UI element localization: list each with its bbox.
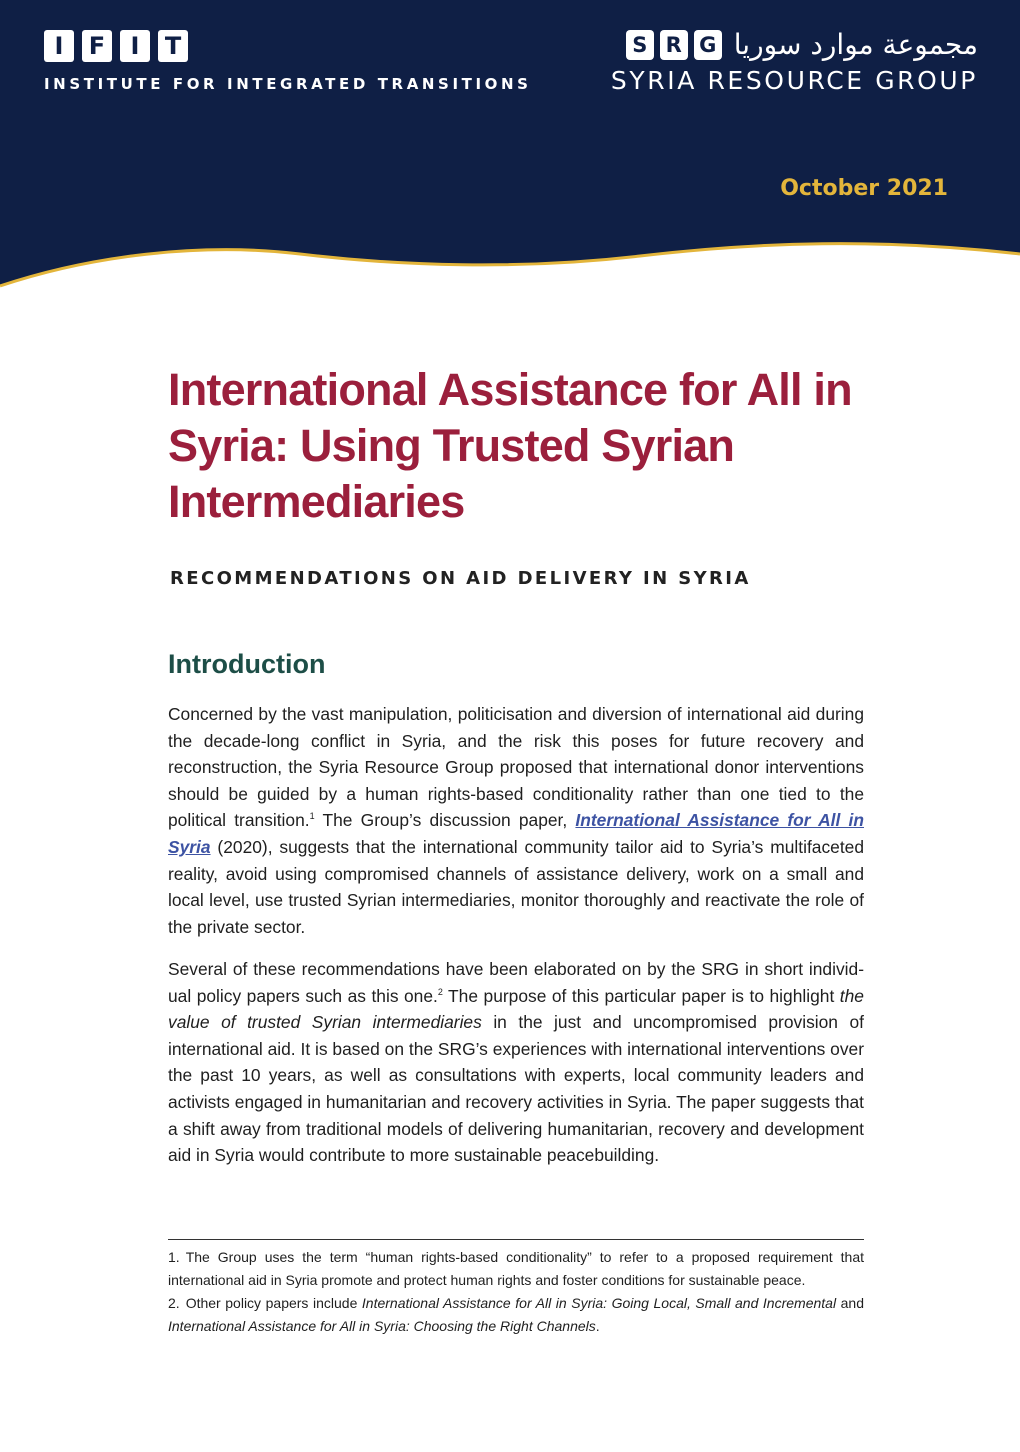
- document-subtitle: RECOMMENDATIONS ON AID DELIVERY IN SYRIA: [170, 568, 751, 589]
- p2-text-c: in the just and uncompromised provision of international aid. It is based on the SRG’s experiences with international interventions over the past 10 years, as well as consultations with experts, local community leaders and activists engaged in humanitarian and recovery activities in Syria. The paper suggests that a shift away from traditional models of delivering humanitarian, recovery and development aid in Syria would contribute to more sustainable peacebuilding.: [168, 1012, 864, 1166]
- srg-letter: G: [694, 30, 722, 60]
- p1-text-b: The Group’s discussion paper,: [314, 810, 576, 831]
- ifit-letter: I: [44, 30, 74, 62]
- footnote-1: [168, 1246, 864, 1292]
- intro-paragraph-1: [168, 701, 864, 940]
- footnote-2: [168, 1292, 864, 1338]
- footnote-2-number: 2.: [168, 1295, 180, 1311]
- srg-letter: R: [660, 30, 688, 60]
- footnote-2-title-1: International Assistance for All in Syria: Going Local, Small and Incremental: [361, 1295, 837, 1311]
- ifit-letter: T: [158, 30, 188, 62]
- p2-emphasis: the value of trusted Syrian intermediaries: [168, 985, 864, 1033]
- footnote-2-title-2: International Assistance for All in Syria: Choosing the Right Channels: [168, 1318, 596, 1334]
- footnote-ref-2[interactable]: 2: [437, 986, 443, 997]
- publication-date: October 2021: [780, 176, 948, 201]
- intro-paragraph-2: [168, 956, 864, 1169]
- p1-text-c: (2020), suggests that the international community tailor aid to Syria’s multifaceted reality, avoid using compromised channels of assistance delivery, work on a small and local level, use trusted Syrian intermediaries, monitor thoroughly and reactivate the role of the private sector.: [168, 836, 864, 937]
- footnote-1-number: 1.: [168, 1249, 180, 1265]
- footnote-1-text: The Group uses the term “human rights-based conditionality” to refer to a proposed requirement that international aid in Syria promote and protect human rights and foster conditions for sustainable peace.: [168, 1249, 864, 1288]
- p2-text-b: The purpose of this particular paper is to highlight: [442, 985, 840, 1006]
- discussion-paper-link[interactable]: International Assistance for All in Syria: [168, 810, 864, 857]
- srg-arabic-name: مجموعة موارد سوريا: [733, 28, 978, 61]
- footnote-divider: [168, 1239, 864, 1240]
- footnote-ref-1[interactable]: 1: [309, 811, 315, 822]
- document-title: International Assistance for All in Syria: Using Trusted Syrian Intermediaries: [168, 364, 852, 527]
- p2-text-a: Several of these recommendations have been elaborated on by the SRG in short individual policy papers such as this one.: [168, 959, 864, 1006]
- footnote-2-text-b: and: [836, 1295, 864, 1311]
- footnote-2-text-a: Other policy papers include: [185, 1295, 362, 1311]
- p1-text-a: Concerned by the vast manipulation, politicisation and diversion of international aid during the decade-long conflict in Syria, and the risk this poses for future recovery and reconstruction, the Syria Resource Group proposed that international donor interventions should be guided by a human rights-based conditionality rather than one tied to the political transition.: [168, 704, 864, 831]
- ifit-name: INSTITUTE FOR INTEGRATED TRANSITIONS: [44, 75, 532, 93]
- header-banner: [0, 0, 1020, 300]
- footnotes: [168, 1246, 864, 1338]
- ifit-letter: F: [82, 30, 112, 62]
- footnote-2-text-c: .: [595, 1318, 600, 1334]
- ifit-letter: I: [120, 30, 150, 62]
- srg-logo: [626, 28, 978, 61]
- section-heading-introduction: Introduction: [168, 649, 326, 679]
- ifit-logo: [44, 30, 188, 62]
- srg-letter: S: [626, 30, 654, 60]
- srg-name: SYRIA RESOURCE GROUP: [610, 66, 978, 95]
